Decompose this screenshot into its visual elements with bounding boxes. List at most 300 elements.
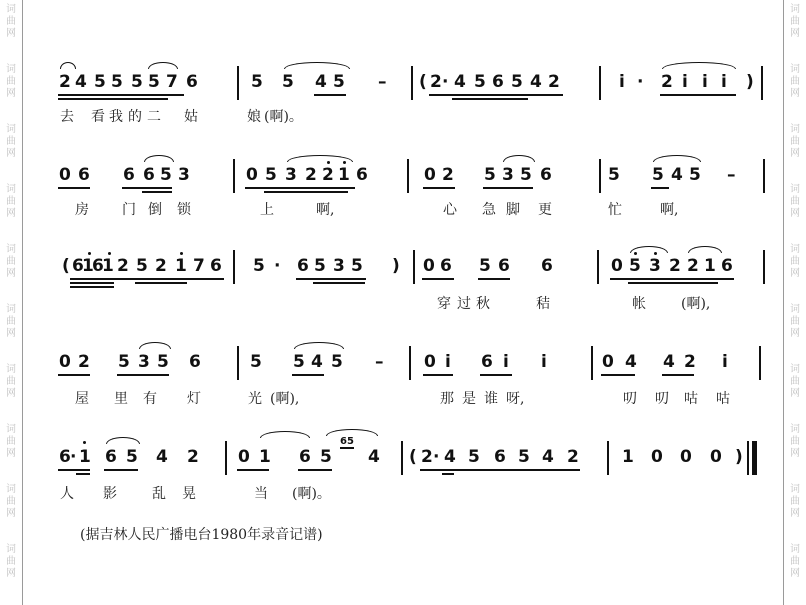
note: 5 <box>468 447 480 467</box>
lyric: 我 <box>109 109 123 125</box>
note: 6 <box>59 447 71 467</box>
slur <box>688 246 722 253</box>
watermark-char: 网 <box>790 148 800 159</box>
beam <box>70 278 224 280</box>
note: i <box>445 352 451 372</box>
slur <box>144 155 174 162</box>
final-barline <box>752 441 757 475</box>
note: 5 <box>253 256 265 276</box>
note: i <box>702 72 708 92</box>
barline <box>233 159 235 193</box>
barline <box>599 159 601 193</box>
note: 3 <box>178 165 190 185</box>
note: 5 <box>520 165 532 185</box>
note: 2 <box>430 72 442 92</box>
note: 5 <box>320 447 332 467</box>
watermark-char: 词 <box>6 304 16 315</box>
note: 5 <box>474 72 486 92</box>
watermark-char: 网 <box>790 28 800 39</box>
watermark-char: 曲 <box>6 316 16 327</box>
beam <box>420 469 580 471</box>
slur <box>106 437 140 444</box>
note: 5 <box>157 352 169 372</box>
note: 3 <box>649 256 661 276</box>
watermark-char: 词 <box>6 244 16 255</box>
lyric: 啊, <box>316 202 335 218</box>
note: i <box>503 352 509 372</box>
watermark-char: 词 <box>6 424 16 435</box>
note: 5 <box>689 165 701 185</box>
slur <box>503 155 535 162</box>
lyric: (啊), <box>270 391 300 407</box>
note: 0 <box>238 447 250 467</box>
note: 4 <box>156 447 168 467</box>
beam <box>104 469 138 471</box>
lyric: 里 <box>114 391 128 407</box>
watermark-char: 曲 <box>6 256 16 267</box>
note: i <box>721 72 727 92</box>
slur <box>60 62 76 69</box>
note: 0 <box>602 352 614 372</box>
note: 6 <box>356 165 368 185</box>
lyric: 啊, <box>660 202 679 218</box>
note: 0 <box>651 447 663 467</box>
barline <box>237 346 239 380</box>
watermark-char: 曲 <box>790 196 800 207</box>
note: i <box>682 72 688 92</box>
note: 5 <box>484 165 496 185</box>
watermark-char: 词 <box>6 64 16 75</box>
watermark-char: 网 <box>790 568 800 579</box>
lyric: 更 <box>538 202 552 218</box>
octave-dot <box>83 441 86 444</box>
watermark-char: 曲 <box>790 256 800 267</box>
beam <box>601 374 635 376</box>
watermark-char: 网 <box>790 268 800 279</box>
note: 4 <box>315 72 327 92</box>
barline <box>401 441 403 475</box>
paren: ) <box>735 447 743 467</box>
lyric: 倒 <box>148 202 162 218</box>
note: 5 <box>94 72 106 92</box>
note: 3 <box>138 352 150 372</box>
lyric: 去 <box>60 109 74 125</box>
note: 6 <box>92 256 104 276</box>
slur <box>139 342 171 349</box>
note: 6 <box>189 352 201 372</box>
beam <box>245 187 355 189</box>
note: 0 <box>710 447 722 467</box>
lyric: 心 <box>443 202 457 218</box>
note: 2 <box>548 72 560 92</box>
beam <box>135 282 187 284</box>
note: 5 <box>293 352 305 372</box>
note: 1 <box>79 447 91 467</box>
slur <box>653 155 701 162</box>
watermark-char: 曲 <box>6 76 16 87</box>
barline <box>407 159 409 193</box>
slur <box>326 429 378 436</box>
note: 4 <box>625 352 637 372</box>
watermark-char: 网 <box>6 448 16 459</box>
watermark-char: 词 <box>6 124 16 135</box>
watermark-char: 网 <box>790 88 800 99</box>
note: 7 <box>166 72 178 92</box>
note: 2 <box>155 256 167 276</box>
barline <box>747 441 749 475</box>
octave-dot <box>327 161 330 164</box>
watermark-char: 词 <box>790 304 800 315</box>
watermark-char: 词 <box>790 484 800 495</box>
watermark-char: 网 <box>6 148 16 159</box>
watermark-char: 词 <box>790 424 800 435</box>
note: 5 <box>333 72 345 92</box>
note: 6 <box>299 447 311 467</box>
note: 1 <box>102 256 114 276</box>
watermark-char: 词 <box>790 4 800 15</box>
note: 6 <box>297 256 309 276</box>
watermark-char: 曲 <box>6 196 16 207</box>
watermark-char: 网 <box>790 328 800 339</box>
note: 6 <box>72 256 84 276</box>
note: 3 <box>502 165 514 185</box>
note: 4 <box>368 447 380 467</box>
beam <box>651 187 669 189</box>
dot: · <box>70 447 77 467</box>
lyric: (啊)。 <box>292 486 331 502</box>
watermark-char: 词 <box>790 364 800 375</box>
beam <box>442 473 454 475</box>
lyric: 姑 <box>184 109 198 125</box>
octave-dot <box>88 252 91 255</box>
watermark-char: 网 <box>6 568 16 579</box>
beam <box>122 187 172 189</box>
lyric: 娘 <box>247 109 261 125</box>
lyric: 灯 <box>187 391 201 407</box>
paren: ( <box>409 447 417 467</box>
beam <box>422 278 454 280</box>
lyric: 叨 <box>623 391 637 407</box>
lyric: 咕 <box>684 391 698 407</box>
barline <box>411 66 413 100</box>
beam <box>58 98 168 100</box>
note: 5 <box>479 256 491 276</box>
lyric: 帐 <box>632 296 646 312</box>
beam <box>58 94 184 96</box>
dash: – <box>378 72 387 92</box>
dash: – <box>727 165 736 185</box>
note: 1 <box>704 256 716 276</box>
beam <box>423 374 453 376</box>
dot: · <box>433 447 440 467</box>
lyric: 是 <box>462 391 476 407</box>
barline <box>413 250 415 284</box>
note: 0 <box>246 165 258 185</box>
lyric: 屋 <box>75 391 89 407</box>
lyric: 咕 <box>716 391 730 407</box>
octave-dot <box>634 252 637 255</box>
watermark-char: 曲 <box>6 136 16 147</box>
watermark-char: 词 <box>6 364 16 375</box>
lyric: (啊)。 <box>264 109 303 125</box>
note: 6 <box>123 165 135 185</box>
note: 6 <box>540 165 552 185</box>
note: 6 <box>210 256 222 276</box>
watermark-char: 网 <box>6 328 16 339</box>
watermark-char: 曲 <box>790 376 800 387</box>
note: 5 <box>111 72 123 92</box>
barline <box>233 250 235 284</box>
note: 6 <box>494 447 506 467</box>
lyric: 影 <box>103 486 117 502</box>
note: 2 <box>661 72 673 92</box>
lyric: 光 <box>248 391 262 407</box>
beam <box>264 191 348 193</box>
lyric: 有 <box>143 391 157 407</box>
note: 2 <box>421 447 433 467</box>
watermark-char: 网 <box>6 388 16 399</box>
note: 1 <box>175 256 187 276</box>
paren: ) <box>392 256 400 276</box>
note: i <box>722 352 728 372</box>
beam <box>58 469 90 471</box>
beam <box>483 187 533 189</box>
barline <box>763 250 765 284</box>
note: 4 <box>663 352 675 372</box>
slur <box>148 62 178 69</box>
note: i <box>619 72 625 92</box>
note: 2 <box>78 352 90 372</box>
beam <box>142 191 172 193</box>
watermark-char: 词 <box>6 184 16 195</box>
lyric: 秸 <box>536 296 550 312</box>
note: 5 <box>518 447 530 467</box>
beam <box>298 469 332 471</box>
watermark-char: 曲 <box>790 556 800 567</box>
note: 5 <box>511 72 523 92</box>
note: 0 <box>424 165 436 185</box>
watermark-char: 词 <box>790 64 800 75</box>
note: 6 <box>186 72 198 92</box>
barline <box>607 441 609 475</box>
watermark-char: 曲 <box>790 316 800 327</box>
note: 5 <box>250 352 262 372</box>
paren: ) <box>746 72 754 92</box>
barline <box>591 346 593 380</box>
note: 2 <box>187 447 199 467</box>
beam <box>628 282 718 284</box>
note: 0 <box>611 256 623 276</box>
note: 0 <box>424 352 436 372</box>
barline <box>225 441 227 475</box>
note: 1 <box>338 165 350 185</box>
lyric: (啊), <box>681 296 711 312</box>
octave-dot <box>343 161 346 164</box>
watermark-char: 词 <box>790 544 800 555</box>
watermark-char: 曲 <box>790 76 800 87</box>
note: 4 <box>542 447 554 467</box>
note: 5 <box>652 165 664 185</box>
dot: · <box>637 72 644 92</box>
note: 5 <box>314 256 326 276</box>
lyric: 那 <box>440 391 454 407</box>
lyric: 穿 <box>437 296 451 312</box>
watermark-char: 词 <box>6 4 16 15</box>
note: 4 <box>444 447 456 467</box>
beam <box>292 374 324 376</box>
note: 2 <box>305 165 317 185</box>
watermark-char: 曲 <box>6 556 16 567</box>
lyric: 上 <box>260 202 274 218</box>
octave-dot <box>180 252 183 255</box>
note: 6 <box>78 165 90 185</box>
note: 0 <box>423 256 435 276</box>
note: 1 <box>259 447 271 467</box>
beam <box>70 286 114 288</box>
watermark-char: 网 <box>6 88 16 99</box>
beam <box>70 282 114 284</box>
lyric: 锁 <box>177 202 191 218</box>
note: 5 <box>160 165 172 185</box>
right-page-edge <box>783 0 784 605</box>
lyric: 乱 <box>152 486 166 502</box>
note: 5 <box>136 256 148 276</box>
lyric: 过 <box>457 296 471 312</box>
note: 4 <box>311 352 323 372</box>
octave-dot <box>654 252 657 255</box>
beam <box>58 187 90 189</box>
barline <box>597 250 599 284</box>
watermark-char: 曲 <box>790 436 800 447</box>
note: 4 <box>530 72 542 92</box>
beam <box>610 278 734 280</box>
lyric: 人 <box>60 486 74 502</box>
note: 0 <box>59 165 71 185</box>
watermark-char: 曲 <box>790 496 800 507</box>
watermark-char: 网 <box>6 268 16 279</box>
beam <box>662 374 694 376</box>
beam <box>452 98 528 100</box>
lyric: 当 <box>254 486 268 502</box>
beam <box>76 473 90 475</box>
note: 2 <box>59 72 71 92</box>
beam <box>117 374 169 376</box>
barline <box>599 66 601 100</box>
lyric: 门 <box>122 202 136 218</box>
note: 5 <box>251 72 263 92</box>
watermark-char: 曲 <box>6 436 16 447</box>
note: 6 <box>105 447 117 467</box>
slur <box>662 62 736 69</box>
barline <box>763 159 765 193</box>
note: i <box>541 352 547 372</box>
lyric: 脚 <box>506 202 520 218</box>
watermark-char: 网 <box>790 388 800 399</box>
lyric: 的 <box>128 109 142 125</box>
note: 1 <box>622 447 634 467</box>
note: 5 <box>131 72 143 92</box>
note: 1 <box>82 256 94 276</box>
paren: ( <box>62 256 70 276</box>
beam <box>478 278 510 280</box>
note: 5 <box>608 165 620 185</box>
dot: · <box>274 256 281 276</box>
note: 6 <box>492 72 504 92</box>
slur <box>260 431 310 438</box>
note: 3 <box>285 165 297 185</box>
grace-notes: 65 <box>340 436 354 447</box>
note: 6 <box>440 256 452 276</box>
lyric: 呀, <box>506 391 525 407</box>
note: 5 <box>148 72 160 92</box>
watermark-char: 曲 <box>790 16 800 27</box>
source-note: (据吉林人民广播电台1980年录音记谱) <box>80 527 323 543</box>
note: 5 <box>265 165 277 185</box>
watermark-char: 网 <box>6 508 16 519</box>
watermark-char: 词 <box>6 484 16 495</box>
note: 5 <box>282 72 294 92</box>
barline <box>761 66 763 100</box>
note: 2 <box>567 447 579 467</box>
watermark-char: 网 <box>6 208 16 219</box>
watermark-char: 曲 <box>790 136 800 147</box>
lyric: 晃 <box>182 486 196 502</box>
note: 6 <box>541 256 553 276</box>
beam <box>660 94 736 96</box>
lyric: 看 <box>91 109 105 125</box>
watermark-char: 词 <box>6 544 16 555</box>
beam <box>237 469 269 471</box>
note: 5 <box>351 256 363 276</box>
lyric: 叨 <box>655 391 669 407</box>
note: 5 <box>331 352 343 372</box>
note: 6 <box>721 256 733 276</box>
lyric: 急 <box>482 202 496 218</box>
watermark-char: 词 <box>790 244 800 255</box>
note: 2 <box>442 165 454 185</box>
watermark-char: 网 <box>790 448 800 459</box>
lyric: 忙 <box>608 202 622 218</box>
note: 2 <box>669 256 681 276</box>
note: 0 <box>59 352 71 372</box>
lyric: 房 <box>75 202 89 218</box>
watermark-char: 曲 <box>6 16 16 27</box>
watermark-char: 网 <box>790 208 800 219</box>
note: 6 <box>143 165 155 185</box>
slur <box>284 62 350 69</box>
note: 2 <box>687 256 699 276</box>
note: 0 <box>680 447 692 467</box>
dash: – <box>375 352 384 372</box>
barline <box>759 346 761 380</box>
note: 4 <box>75 72 87 92</box>
note: 4 <box>454 72 466 92</box>
lyric: 谁 <box>484 391 498 407</box>
paren: ( <box>419 72 427 92</box>
barline <box>237 66 239 100</box>
beam <box>340 447 354 449</box>
note: 5 <box>118 352 130 372</box>
beam <box>423 187 455 189</box>
note: 5 <box>629 256 641 276</box>
note: 2 <box>322 165 334 185</box>
watermark-char: 曲 <box>6 376 16 387</box>
left-page-edge <box>22 0 23 605</box>
note: 7 <box>193 256 205 276</box>
octave-dot <box>108 252 111 255</box>
barline <box>409 346 411 380</box>
note: 2 <box>117 256 129 276</box>
